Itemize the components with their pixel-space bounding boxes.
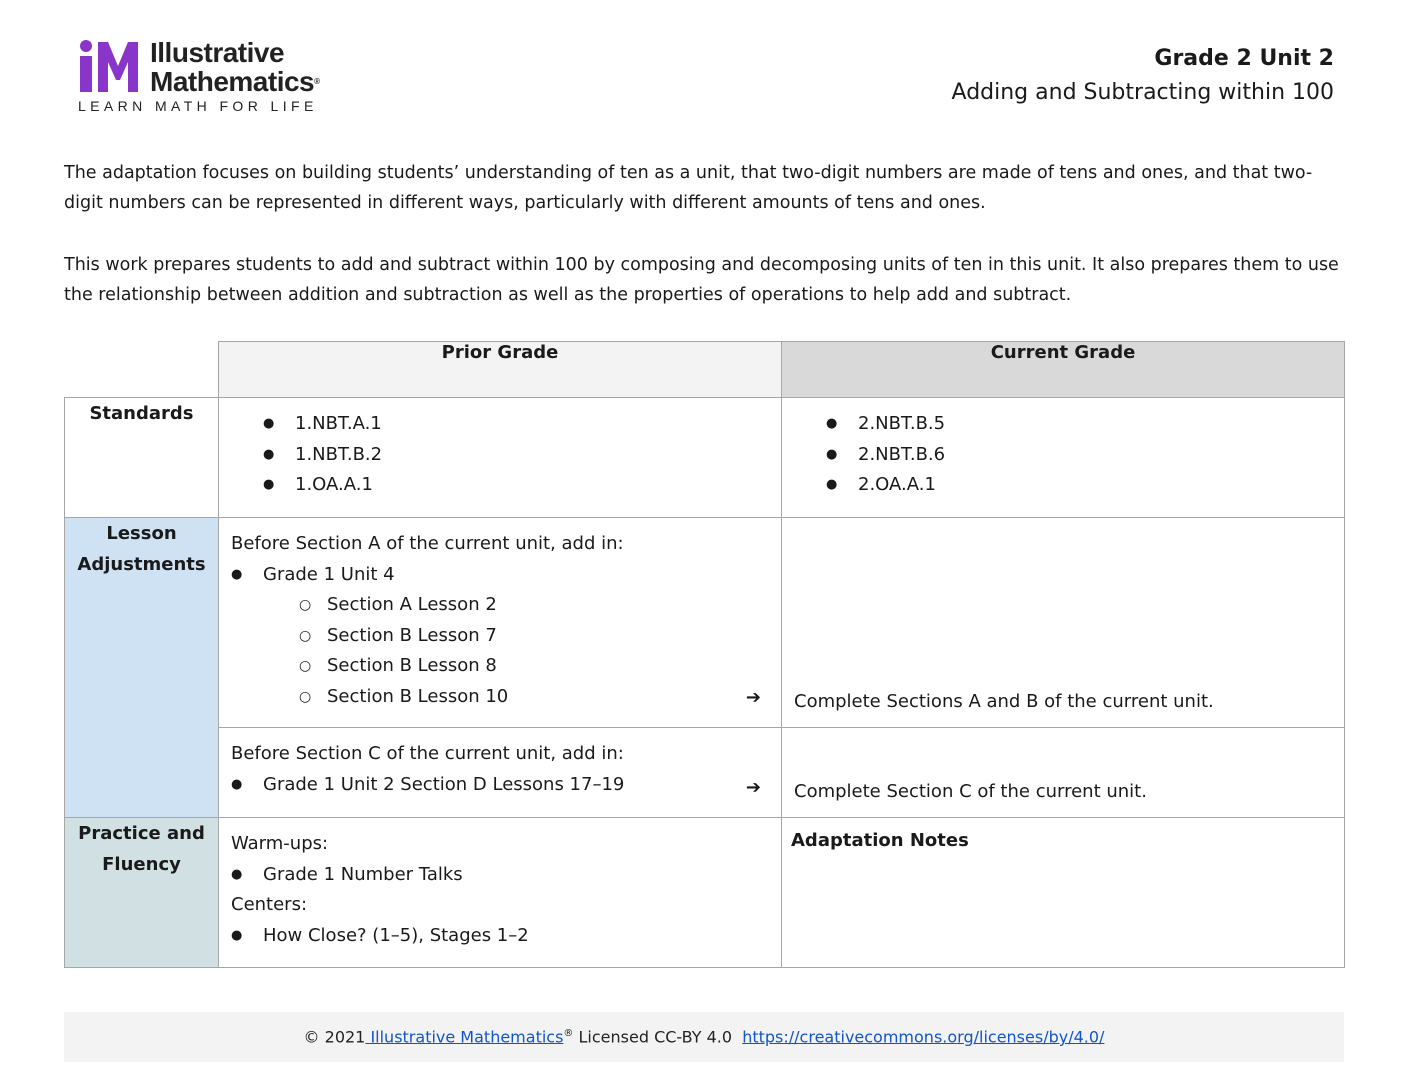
row-header-lesson-adjustments xyxy=(65,518,219,818)
intro-paragraph-2: This work prepares students to add and subtract within 100 by composing and decomposing units of ten in this unit. It also prepares them to use the relationship between addition and subtraction as well as the properties of operations to help add and subtract. xyxy=(64,255,1339,305)
table-corner xyxy=(65,342,219,398)
adaptation-notes-cell xyxy=(782,818,1345,968)
centers-list xyxy=(231,921,769,952)
copyright-text: © 2021 xyxy=(303,1027,366,1047)
list-item: ● 1.NBT.B.2 xyxy=(295,440,769,471)
adaptation-notes-title: Adaptation Notes xyxy=(791,830,969,851)
logo-line1: Illustrative xyxy=(150,37,285,68)
list-item: ● Grade 1 Unit 2 Section D Lessons 17–19 xyxy=(263,770,769,801)
document-header xyxy=(952,44,1334,112)
illustrative-mathematics-link[interactable]: Illustrative Mathematics xyxy=(365,1027,564,1047)
list-item: ● 2.NBT.B.5 xyxy=(858,409,1332,440)
row-header-standards: Standards xyxy=(65,398,219,518)
table-row-lesson-adjustments-2 xyxy=(65,728,1345,818)
table-row-practice-fluency xyxy=(65,818,1345,968)
right-arrow-icon: ➔ xyxy=(745,686,761,708)
lesson-list xyxy=(231,770,769,801)
list-item: ○ Section B Lesson 8 xyxy=(327,651,769,682)
current-lesson-block-2 xyxy=(782,728,1345,818)
centers-label: Centers: xyxy=(231,894,308,915)
list-item: ○ Section B Lesson 10 xyxy=(327,682,769,713)
list-item xyxy=(263,560,769,713)
prior-lesson-block-2 xyxy=(219,728,782,818)
list-item: ● How Close? (1–5), Stages 1–2 xyxy=(263,921,769,952)
logo-tagline: LEARN MATH FOR LIFE xyxy=(78,98,318,114)
prior-practice-cell xyxy=(219,818,782,968)
column-header-prior-grade: Prior Grade xyxy=(219,342,782,398)
warmups-list xyxy=(231,860,769,891)
page-footer xyxy=(64,1012,1344,1062)
license-text: Licensed CC-BY 4.0 xyxy=(573,1027,743,1047)
prior-standards-cell xyxy=(219,398,782,518)
current-lesson-block-1 xyxy=(782,518,1345,728)
row-header-line: Fluency xyxy=(102,854,181,875)
list-item-label: Grade 1 Unit 4 xyxy=(263,563,395,585)
list-item: ● 2.NBT.B.6 xyxy=(858,440,1332,471)
right-arrow-icon: ➔ xyxy=(745,776,761,798)
logo-registered-mark: ® xyxy=(314,77,320,86)
list-item: ○ Section B Lesson 7 xyxy=(327,621,769,652)
prior-lesson-block-1 xyxy=(219,518,782,728)
table-row-standards xyxy=(65,398,1345,518)
list-item: ○ Section A Lesson 2 xyxy=(327,590,769,621)
logo-wordmark xyxy=(150,38,320,96)
column-header-current-grade: Current Grade xyxy=(782,342,1345,398)
grade-unit-title: Grade 2 Unit 2 xyxy=(1154,46,1334,71)
list-item: ● 1.OA.A.1 xyxy=(295,470,769,501)
row-header-practice-fluency xyxy=(65,818,219,968)
im-logo-mark-icon xyxy=(78,40,140,92)
list-item: ● 1.NBT.A.1 xyxy=(295,409,769,440)
logo-line2: Mathematics xyxy=(150,66,315,97)
block-intro: Before Section C of the current unit, add in: xyxy=(231,743,624,764)
prior-standards-list xyxy=(231,409,769,501)
sub-lesson-list xyxy=(263,590,769,712)
current-instruction: Complete Sections A and B of the current unit. xyxy=(794,690,1214,712)
im-logo xyxy=(78,38,338,118)
lesson-list xyxy=(231,560,769,713)
list-item: ● 2.OA.A.1 xyxy=(858,470,1332,501)
current-instruction: Complete Section C of the current unit. xyxy=(794,780,1147,802)
list-item: ● Grade 1 Number Talks xyxy=(263,860,769,891)
unit-title: Adding and Subtracting within 100 xyxy=(951,80,1334,105)
intro-text xyxy=(64,158,1344,310)
block-intro: Before Section A of the current unit, add in: xyxy=(231,533,624,554)
row-header-line: Adjustments xyxy=(77,554,206,575)
row-header-line: Practice and xyxy=(78,823,205,844)
current-standards-cell xyxy=(782,398,1345,518)
row-header-line: Lesson xyxy=(106,523,177,544)
intro-paragraph-1: The adaptation focuses on building students’ understanding of ten as a unit, that two-digit numbers are made of tens and ones, and that two-digit numbers can be represented in different ways, particularly with different amounts of tens and ones. xyxy=(64,163,1313,213)
warmups-label: Warm-ups: xyxy=(231,833,329,854)
current-standards-list xyxy=(794,409,1332,501)
adaptation-table xyxy=(64,341,1345,968)
registered-mark: ® xyxy=(563,1028,574,1039)
license-url-link[interactable]: https://creativecommons.org/licenses/by/4.0/ xyxy=(742,1027,1105,1047)
table-row-lesson-adjustments-1 xyxy=(65,518,1345,728)
